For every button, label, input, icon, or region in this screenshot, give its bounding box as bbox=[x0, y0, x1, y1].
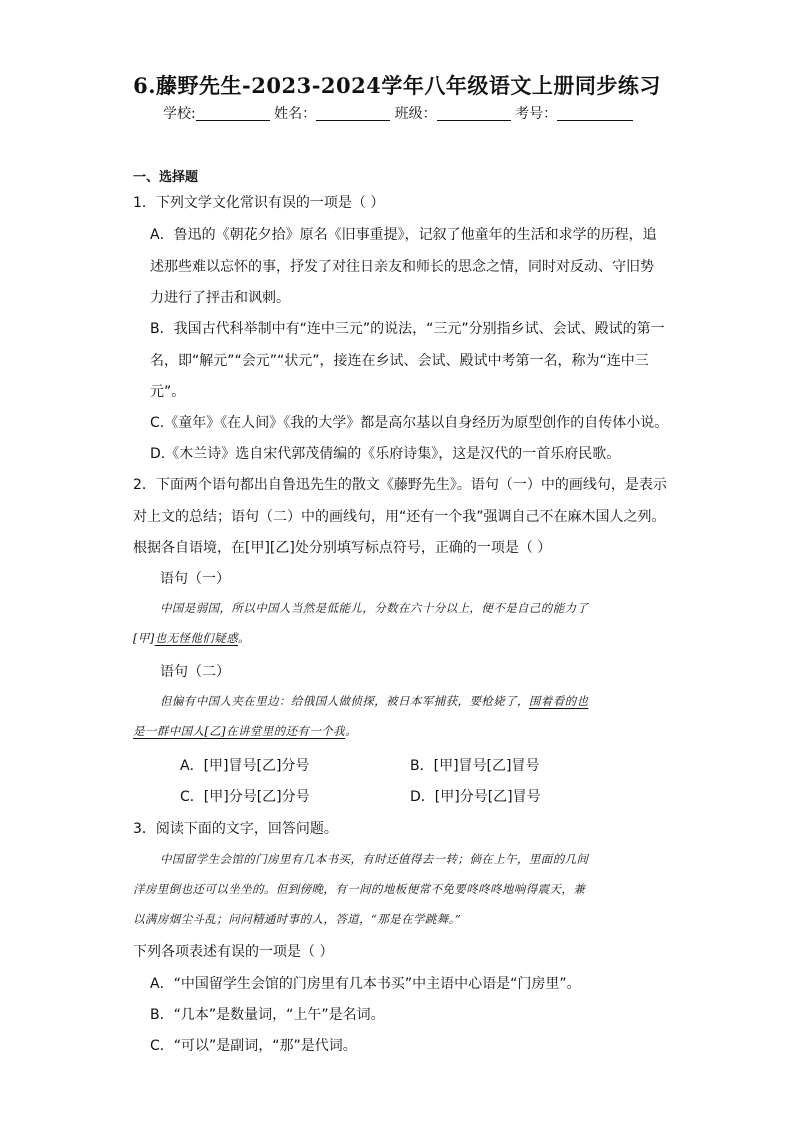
q1-option-d: D.《木兰诗》选自宋代郭茂倩编的《乐府诗集》，这是汉代的一首乐府民歌。 bbox=[150, 446, 621, 462]
q3-passage-line1: 中国留学生会馆的门房里有几本书买，有时还值得去一转；倘在上午，里面的几间 bbox=[160, 852, 589, 866]
q3-option-a: A．“中国留学生会馆的门房里有几本书买”中主语中心语是“门房里”。 bbox=[150, 976, 581, 992]
q1-option-a-line2: 述那些难以忘怀的事，抒发了对往日亲友和师长的思念之情，同时对反动、守旧势 bbox=[150, 259, 654, 275]
q3-option-b: B．“几本”是数量词，“上午”是名词。 bbox=[150, 1007, 385, 1023]
class-label: 班级： bbox=[394, 106, 437, 122]
name-field[interactable] bbox=[316, 106, 390, 121]
underlined-sentence-2b: 是一群中国人[乙]在讲堂里的还有一个我 bbox=[133, 724, 346, 738]
q2-sentence2-line1 bbox=[160, 693, 588, 709]
q2-sentence2-label: 语句（二） bbox=[160, 664, 230, 680]
q2-stem-line3: 根据各自语境，在[甲][乙]处分别填写标点符号，正确的一项是（ ） bbox=[133, 540, 552, 556]
q3-option-c: C．“可以”是副词，“那”是代词。 bbox=[150, 1038, 357, 1054]
number-label: 考号： bbox=[515, 106, 558, 122]
school-field[interactable] bbox=[196, 106, 270, 121]
q2-sentence1-line1: 中国是弱国，所以中国人当然是低能儿，分数在六十分以上，便不是自己的能力了 bbox=[160, 601, 589, 615]
q2-option-c: C．[甲]分号[乙]分号 bbox=[180, 789, 310, 805]
class-field[interactable] bbox=[437, 106, 511, 121]
q3-stem: 3．阅读下面的文字，回答问题。 bbox=[133, 821, 338, 837]
q3-question: 下列各项表述有误的一项是（ ） bbox=[133, 944, 334, 960]
student-info-row bbox=[163, 103, 633, 123]
underlined-sentence-2a: 围着看的也 bbox=[528, 694, 589, 708]
q2-sentence1-label: 语句（一） bbox=[160, 571, 230, 587]
q2-sentence1-line2 bbox=[133, 630, 250, 646]
q2-stem-line2: 对上文的总结；语句（二）中的画线句，用“还有一个我”强调自己不在麻木国人之列。 bbox=[133, 509, 666, 525]
q3-passage-line3: 以满房烟尘斗乱；问问精通时事的人，答道，“那是在学跳舞。” bbox=[133, 912, 462, 926]
q1-stem: 1．下列文学文化常识有误的一项是（ ） bbox=[133, 195, 385, 211]
q3-passage-line2: 洋房里倒也还可以坐坐的。但到傍晚，有一间的地板便常不免要咚咚咚地响得震天，兼 bbox=[133, 882, 586, 896]
q1-option-b-line3: 元”。 bbox=[150, 384, 186, 400]
q2-option-a: A．[甲]冒号[乙]分号 bbox=[180, 758, 310, 774]
page-title: 6.藤野先生-2023-2024学年八年级语文上册同步练习 bbox=[133, 73, 661, 98]
q2-stem-line1: 2．下面两个语句都出自鲁迅先生的散文《藤野先生》。语句（一）中的画线句，是表示 bbox=[133, 477, 667, 493]
underlined-sentence-1: 也无怪他们疑惑 bbox=[154, 631, 238, 645]
sentence-end-mark: 。 bbox=[238, 631, 250, 645]
sentence2-plain-text: 但偏有中国人夹在里边：给俄国人做侦探，被日本军捕获，要枪毙了， bbox=[160, 694, 529, 708]
sentence-end-mark: 。 bbox=[345, 724, 357, 738]
q2-sentence2-line2 bbox=[133, 723, 357, 739]
q2-option-b: B．[甲]冒号[乙]冒号 bbox=[410, 758, 540, 774]
blank-jia: [甲] bbox=[133, 631, 155, 645]
number-field[interactable] bbox=[557, 106, 633, 121]
q1-option-c: C.《童年》《在人间》《我的大学》都是高尔基以自身经历为原型创作的自传体小说。 bbox=[150, 415, 669, 431]
q1-option-b-line2: 名，即“解元”“会元”“状元”，接连在乡试、会试、殿试中考第一名，称为“连中三 bbox=[150, 353, 649, 369]
section-heading: 一、选择题 bbox=[133, 170, 199, 185]
q2-option-d: D．[甲]分号[乙]冒号 bbox=[410, 789, 541, 805]
q1-option-a-line1: A．鲁迅的《朝花夕拾》原名《旧事重提》，记叙了他童年的生活和求学的历程，追 bbox=[150, 227, 657, 243]
q1-option-a-line3: 力进行了抨击和讽刺。 bbox=[150, 290, 290, 306]
school-label: 学校: bbox=[163, 106, 196, 122]
name-label: 姓名： bbox=[274, 106, 317, 122]
q1-option-b-line1: B．我国古代科举制中有“连中三元”的说法，“三元”分别指乡试、会试、殿试的第一 bbox=[150, 321, 665, 337]
